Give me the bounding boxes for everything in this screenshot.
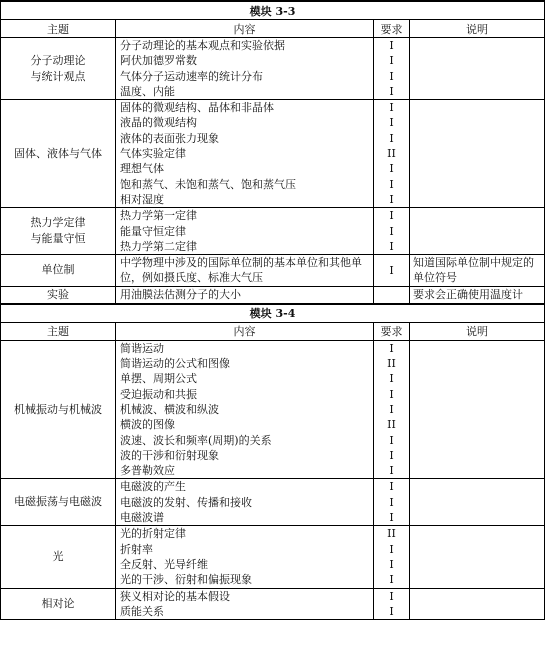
requirement-level: II xyxy=(387,418,396,432)
content-cell xyxy=(116,588,374,620)
content-cell xyxy=(116,255,374,287)
content-item: 全反射、光导纤维 xyxy=(120,557,208,571)
note-cell xyxy=(410,340,545,479)
requirement-level xyxy=(374,287,409,302)
content-item: 中学物理中涉及的国际单位制的基本单位和其他单位，例如摄氏度、标准大气压 xyxy=(120,256,362,285)
note-cell xyxy=(410,208,545,255)
header-row xyxy=(1,20,545,38)
table-row xyxy=(1,208,545,255)
requirement-level: I xyxy=(389,209,394,223)
content-item: 波速、波长和频率(周期)的关系 xyxy=(120,433,272,447)
content-item: 简谐运动 xyxy=(120,341,164,355)
column-header-requirement: 要求 xyxy=(374,20,410,38)
table-row xyxy=(1,38,545,100)
table-row xyxy=(1,286,545,304)
content-item: 受迫振动和共振 xyxy=(120,387,197,401)
note-cell xyxy=(410,526,545,588)
requirement-level: II xyxy=(387,527,396,541)
content-item: 电磁波谱 xyxy=(120,511,164,525)
requirement-level: I xyxy=(389,542,394,556)
requirement-level: I xyxy=(389,511,394,525)
content-item: 固体的微观结构、晶体和非晶体 xyxy=(120,101,274,115)
topic-cell: 机械振动与机械波 xyxy=(1,340,116,479)
requirement-level: I xyxy=(389,464,394,478)
requirement-level: I xyxy=(389,604,394,618)
content-cell xyxy=(116,340,374,479)
requirement-level: II xyxy=(387,357,396,371)
content-item: 电磁波的产生 xyxy=(120,480,186,494)
content-item: 相对湿度 xyxy=(120,192,164,206)
content-item: 电磁波的发射、传播和接收 xyxy=(120,495,252,509)
content-item: 光的折射定律 xyxy=(120,527,186,541)
content-item: 狭义相对论的基本假设 xyxy=(120,589,230,603)
content-item: 液晶的微观结构 xyxy=(120,116,197,130)
note-cell: 要求会正确使用温度计 xyxy=(410,286,545,304)
note-cell xyxy=(410,588,545,620)
topic-cell: 单位制 xyxy=(1,255,116,287)
requirement-level: I xyxy=(389,557,394,571)
content-item: 理想气体 xyxy=(120,162,164,176)
module-title-row xyxy=(1,304,545,323)
table-row xyxy=(1,526,545,588)
requirement-cell xyxy=(374,38,410,100)
topic-cell: 分子动理论 与统计观点 xyxy=(1,38,116,100)
requirement-level: I xyxy=(389,341,394,355)
requirement-level: I xyxy=(389,162,394,176)
note-cell xyxy=(410,100,545,208)
requirement-level: I xyxy=(389,131,394,145)
content-cell xyxy=(116,38,374,100)
content-item: 单摆、周期公式 xyxy=(120,372,197,386)
content-item: 气体分子运动速率的统计分布 xyxy=(120,69,263,83)
content-item: 热力学第二定律 xyxy=(120,239,197,253)
table-row xyxy=(1,255,545,287)
requirement-level: I xyxy=(389,101,394,115)
header-row xyxy=(1,322,545,340)
module-title-row xyxy=(1,1,545,20)
topic-cell: 光 xyxy=(1,526,116,588)
module-title: 模块 3-3 xyxy=(1,1,545,20)
content-cell xyxy=(116,208,374,255)
content-item: 液体的表面张力现象 xyxy=(120,131,219,145)
requirement-cell xyxy=(374,479,410,526)
requirement-level: I xyxy=(389,116,394,130)
requirement-level: I xyxy=(389,192,394,206)
requirement-level: I xyxy=(389,495,394,509)
content-cell xyxy=(116,479,374,526)
requirement-level: I xyxy=(389,480,394,494)
column-header-requirement: 要求 xyxy=(374,322,410,340)
column-header-note: 说明 xyxy=(410,20,545,38)
content-item: 热力学第一定律 xyxy=(120,209,197,223)
content-item: 折射率 xyxy=(120,542,153,556)
content-item: 光的干涉、衍射和偏振现象 xyxy=(120,573,252,587)
content-cell xyxy=(116,286,374,304)
content-item: 能量守恒定律 xyxy=(120,224,186,238)
content-item: 质能关系 xyxy=(120,604,164,618)
requirement-level: I xyxy=(389,263,394,277)
requirement-cell xyxy=(374,286,410,304)
requirement-level: I xyxy=(389,387,394,401)
content-item: 气体实验定律 xyxy=(120,147,186,161)
note-cell xyxy=(410,479,545,526)
content-item: 机械波、横波和纵波 xyxy=(120,402,219,416)
requirement-cell xyxy=(374,340,410,479)
note-cell: 知道国际单位制中规定的单位符号 xyxy=(410,255,545,287)
table-row xyxy=(1,100,545,208)
requirement-level: I xyxy=(389,573,394,587)
column-header-note: 说明 xyxy=(410,322,545,340)
topic-cell: 电磁振荡与电磁波 xyxy=(1,479,116,526)
table-row xyxy=(1,588,545,620)
requirement-level: I xyxy=(389,69,394,83)
requirement-cell xyxy=(374,255,410,287)
content-cell xyxy=(116,526,374,588)
topic-cell: 相对论 xyxy=(1,588,116,620)
content-item: 分子动理论的基本观点和实验依据 xyxy=(120,39,285,52)
requirement-cell xyxy=(374,100,410,208)
note-cell xyxy=(410,38,545,100)
column-header-content: 内容 xyxy=(116,20,374,38)
requirement-level: II xyxy=(387,147,396,161)
content-item: 多普勒效应 xyxy=(120,464,175,478)
topic-cell: 固体、液体与气体 xyxy=(1,100,116,208)
content-cell xyxy=(116,100,374,208)
requirement-level: I xyxy=(389,372,394,386)
column-header-content: 内容 xyxy=(116,322,374,340)
table-row xyxy=(1,340,545,479)
content-item: 波的干涉和衍射现象 xyxy=(120,448,219,462)
requirement-level: I xyxy=(389,589,394,603)
requirement-level: I xyxy=(389,448,394,462)
column-header-topic: 主题 xyxy=(1,322,116,340)
column-header-topic: 主题 xyxy=(1,20,116,38)
content-item: 用油膜法估测分子的大小 xyxy=(120,288,241,302)
requirement-level: I xyxy=(389,54,394,68)
topic-cell: 实验 xyxy=(1,286,116,304)
module-title: 模块 3-4 xyxy=(1,304,545,323)
requirement-cell xyxy=(374,588,410,620)
requirement-cell xyxy=(374,526,410,588)
requirement-level: I xyxy=(389,433,394,447)
content-item: 温度、内能 xyxy=(120,84,175,98)
content-item: 饱和蒸气、未饱和蒸气、饱和蒸气压 xyxy=(120,177,296,191)
requirement-level: I xyxy=(389,402,394,416)
requirement-cell xyxy=(374,208,410,255)
requirement-level: I xyxy=(389,39,394,52)
requirement-level: I xyxy=(389,84,394,98)
requirement-level: I xyxy=(389,177,394,191)
content-item: 阿伏加德罗常数 xyxy=(120,54,197,68)
requirement-level: I xyxy=(389,224,394,238)
table-row xyxy=(1,479,545,526)
content-item: 简谐运动的公式和图像 xyxy=(120,357,230,371)
content-item: 横波的图像 xyxy=(120,418,175,432)
requirement-level: I xyxy=(389,239,394,253)
topic-cell: 热力学定律 与能量守恒 xyxy=(1,208,116,255)
